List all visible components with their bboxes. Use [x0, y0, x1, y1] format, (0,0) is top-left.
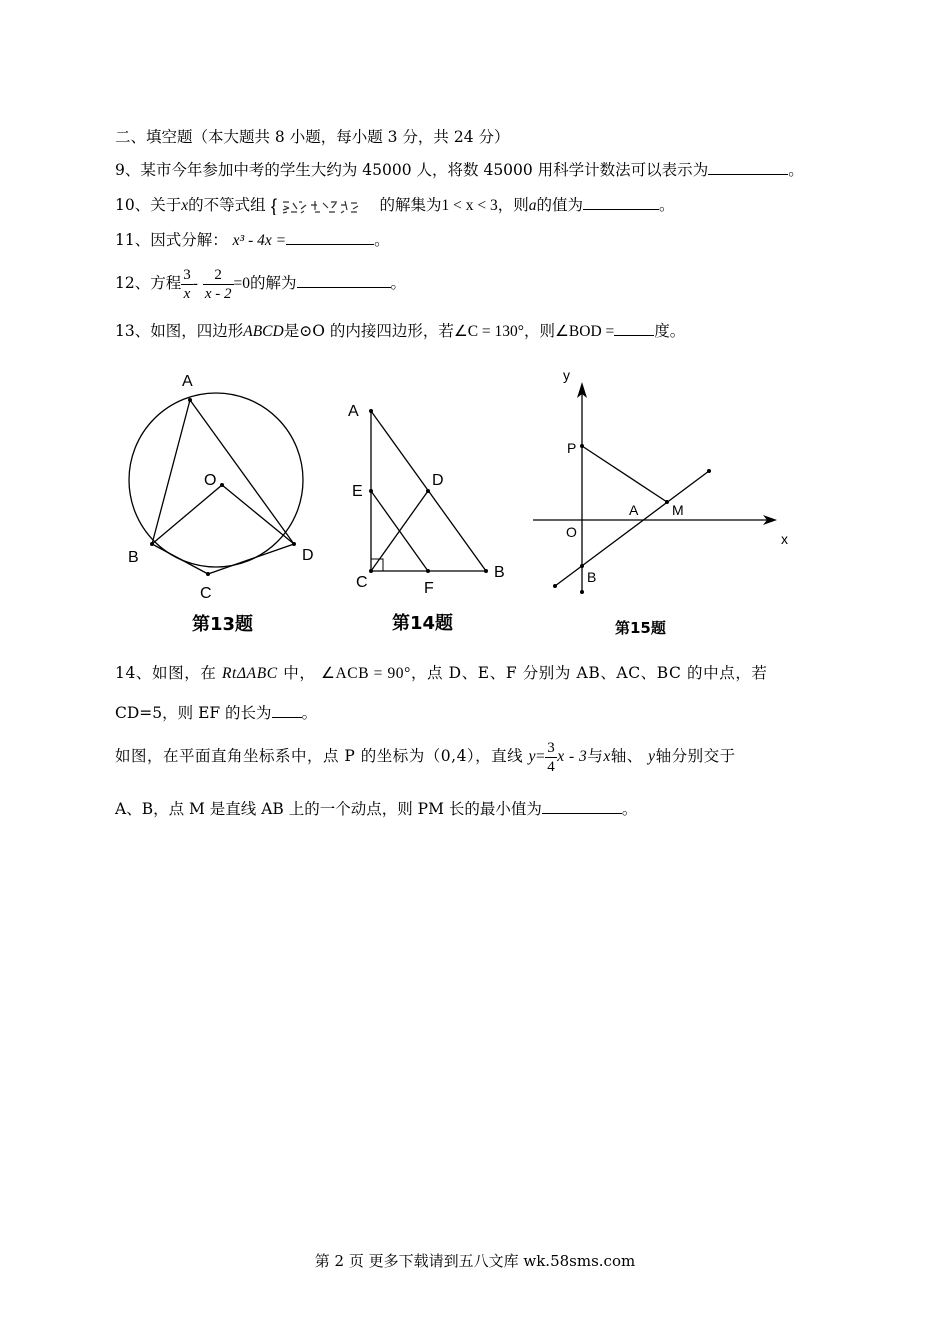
figure-13: [120, 360, 320, 640]
question-15: [115, 736, 736, 777]
section-title: 二、填空题（本大题共 8 小题，每小题 3 分，共 24 分）: [115, 128, 510, 146]
label-m: M: [672, 502, 684, 518]
question-10-mid4: 的值为: [536, 196, 584, 214]
label-b: B: [587, 569, 597, 585]
answer-blank-15: [542, 799, 622, 814]
label-o: O: [204, 472, 217, 489]
label-f: F: [424, 580, 434, 597]
answer-blank-10: [583, 195, 659, 210]
line-ab: [555, 471, 709, 586]
question-15-line2-text: A、B，点 M 是直线 AB 上的一个动点，则 PM 长的最小值为: [115, 800, 542, 818]
question-13-mid: 是⊙O 的内接四边形，若: [283, 322, 454, 340]
question-14-line2-text: CD=5，则 EF 的长为: [115, 704, 272, 722]
line-equation-rest: x - 3: [557, 748, 588, 765]
fraction-3-over-4: $\frac{3}{4}$: [547, 739, 556, 775]
question-15-line-2: [115, 798, 637, 820]
answer-blank-9: [708, 160, 788, 175]
answer-blank-14: [272, 703, 302, 718]
label-a: A: [629, 502, 639, 518]
question-13-prefix: 13、如图，四边形: [115, 322, 244, 340]
label-c: C: [200, 585, 212, 602]
triangle-rt-abc: RtΔABC: [221, 665, 278, 682]
figure-15-caption: 第15题: [615, 619, 666, 637]
angle-acb: ∠ACB = 90°: [320, 665, 411, 682]
factor-expression: x³ - 4x =: [232, 232, 287, 249]
equals-sign: =: [536, 748, 546, 765]
figure-13-caption: 第13题: [192, 614, 254, 635]
question-12-mid: 的解为: [250, 274, 297, 292]
label-a: A: [348, 403, 359, 420]
question-15-mid3: 轴分别交于: [655, 747, 736, 765]
question-12-end: 。: [390, 274, 407, 292]
question-13-mid2: ，则: [524, 322, 556, 340]
figure-15: [525, 360, 805, 645]
question-9: [115, 159, 804, 181]
question-12-prefix: 12、方程: [115, 274, 182, 292]
angle-c: ∠C = 130°: [453, 323, 525, 340]
question-10-prefix: 10、关于: [115, 196, 182, 214]
question-14-prefix: 14、如图，在: [115, 664, 217, 682]
question-9-end: 。: [788, 161, 804, 179]
label-x: x: [781, 531, 788, 547]
label-o: O: [566, 524, 577, 540]
question-13: [115, 320, 685, 343]
quadrilateral-abcd-shape: [152, 400, 294, 574]
label-d: D: [302, 547, 314, 564]
figure-14-caption: 第14题: [392, 613, 454, 634]
question-14-mid2: ，点 D、E、F 分别为 AB、AC、BC 的中点，若: [410, 664, 768, 682]
figure-14: [340, 395, 520, 640]
answer-blank-13: [614, 321, 654, 336]
question-13-end: 度。: [654, 322, 686, 340]
segment-pm: [582, 446, 667, 502]
question-10-mid: 的不等式组: [188, 196, 266, 214]
question-12: [115, 263, 406, 304]
label-b: B: [494, 564, 505, 581]
label-b: B: [128, 549, 139, 566]
minus-sign: -: [192, 275, 198, 292]
label-e: E: [352, 483, 363, 500]
question-14-mid: 中，: [283, 664, 316, 682]
solution-range: 1 < x < 3: [441, 197, 498, 214]
var-x-axis: x: [603, 748, 611, 765]
angle-bod: ∠BOD =: [555, 323, 615, 340]
question-10-mid2: 的解集为: [379, 196, 442, 214]
question-15-end: 。: [621, 800, 638, 818]
page-footer: 第 2 页 更多下载请到五八文库 wk.58sms.com: [314, 1252, 636, 1270]
question-15-prefix: 如图，在平面直角坐标系中，点 P 的坐标为（0,4），直线: [115, 747, 524, 765]
fraction-3-over-x: $\frac{3}{x}$: [183, 266, 191, 302]
question-10-mid3: ，则: [497, 196, 529, 214]
question-15-mid: 与: [587, 747, 604, 765]
answer-blank-11: [286, 230, 374, 245]
answer-blank-12: [297, 273, 391, 288]
var-a: a: [528, 197, 537, 214]
label-c: C: [356, 574, 368, 591]
question-14-end: 。: [301, 704, 318, 722]
var-y: y: [528, 748, 537, 765]
label-y: y: [563, 367, 570, 383]
svg-text:{: {: [270, 197, 277, 215]
question-14: [115, 662, 768, 685]
var-y-axis: y: [648, 748, 656, 765]
fraction-2-over-x-minus-2: $\frac{2}{x - 2}$: [204, 266, 232, 302]
question-14-line-2: [115, 702, 317, 724]
question-11-end: 。: [374, 231, 390, 249]
question-15-mid2: 轴、: [610, 747, 643, 765]
question-11: [115, 229, 390, 252]
question-10-end: 。: [659, 196, 675, 214]
var-x: x: [181, 197, 189, 214]
question-9-text: 9、某市今年参加中考的学生大约为 45000 人，将数 45000 用科学计数法可以表示为: [115, 161, 709, 179]
label-p: P: [567, 440, 577, 456]
equals-zero: =0: [233, 275, 250, 292]
label-a: A: [182, 373, 193, 390]
question-10: [115, 194, 675, 217]
question-11-prefix: 11、因式分解：: [115, 231, 228, 249]
quadrilateral-abcd: ABCD: [243, 323, 284, 340]
label-d: D: [432, 472, 444, 489]
inequality-system-image: [271, 197, 375, 215]
